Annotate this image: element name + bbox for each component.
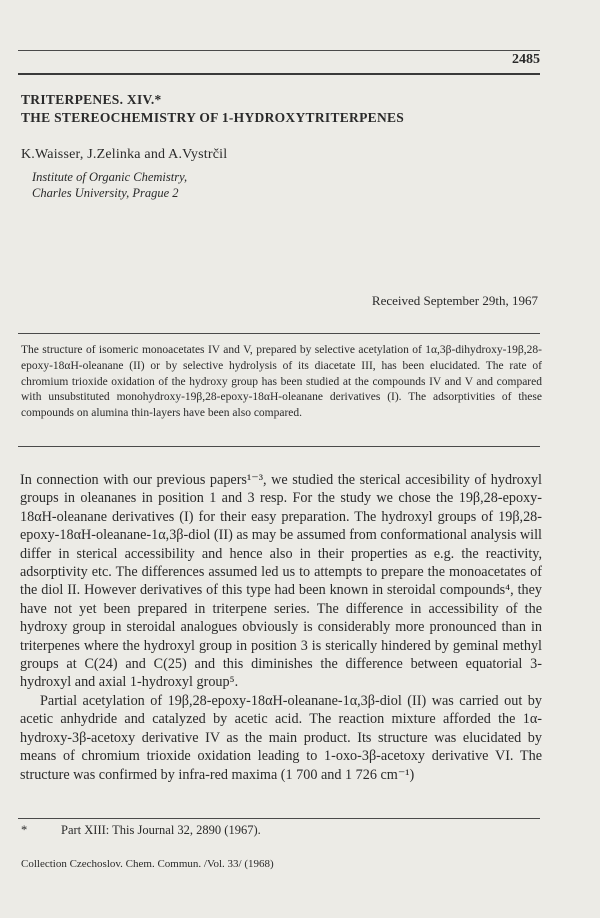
affiliation-line-1: Institute of Organic Chemistry, [32, 170, 188, 184]
article-series-title: TRITERPENES. XIV.* [21, 92, 162, 107]
page-number: 2485 [512, 52, 540, 67]
footnote-marker: * [21, 823, 28, 837]
affiliation-line-2: Charles University, Prague 2 [32, 186, 179, 200]
article-authors: K.Waisser, J.Zelinka and A.Vystrčil [21, 147, 228, 162]
footnote-text: Part XIII: This Journal 32, 2890 (1967). [61, 823, 261, 837]
header-rule-bottom [18, 73, 540, 75]
body-paragraph-1: In connection with our previous papers¹⁻³, we studied the sterical accesibility of hydroxyl groups in oleananes in position 1 and 3 resp. For the study we chose the 19β,28-epoxy-18αH-oleanane derivatives (I) for their easy preparation. The hydroxyl groups of 19β,28-epoxy-18αH-oleanane-1α,3β-diol (II) as may be assumed from conformational analysis will differ in sterical accessibility and hence also in their properties as e.g. the reactivity, adsorptivity etc. The differences assumed led us to attempts to prepare the monoacetates of the diol II. However derivatives of this type had been known in steroidal compounds⁴, they have not yet been prepared in triterpene series. The difference in accessibility of the hydroxy group in steroidal analogues obviously is considerably more pronounced than in triterpenes where the hydroxyl group in position 3 is sterically hindered by geminal methyl groups at C(24) and C(25) and this diminishes the difference between equatorial 3-hydroxyl and axial 1-hydroxyl group⁵. [20, 472, 542, 691]
header-rule-top [18, 50, 540, 51]
article-body [20, 471, 542, 784]
abstract-rule-bottom [18, 446, 540, 447]
abstract: The structure of isomeric monoacetates IV and V, prepared by selective acetylation of 1α,3β-dihydroxy-19β,28-epoxy-18αH-oleanane (II) or by selective hydrolysis of its diacetate III, has been elucidated. The rate of chromium trioxide oxidation of the hydroxy group has been studied at the compounds IV and V and compared with unsubstituted monohydroxy-19β,28-epoxy-18αH-oleanane derivatives (I). The adsorptivities of these compounds on alumina thin-layers have been also compared. [21, 344, 542, 420]
footnote [21, 823, 261, 838]
journal-citation: Collection Czechoslov. Chem. Commun. /Vol. 33/ (1968) [21, 858, 274, 870]
footnote-rule [18, 818, 540, 819]
body-paragraph-2: Partial acetylation of 19β,28-epoxy-18αH-oleanane-1α,3β-diol (II) was carried out by acetic anhydride and catalyzed by acetic acid. The reaction mixture afforded the 1α-hydroxy-3β-acetoxy derivative IV as the main product. Its structure was elucidated by means of chromium trioxide oxidation leading to 1-oxo-3β-acetoxy derivative VI. The structure was confirmed by infra-red maxima (1 700 and 1 726 cm⁻¹) [20, 692, 542, 783]
received-date: Received September 29th, 1967 [371, 293, 538, 308]
abstract-rule-top [18, 333, 540, 334]
article-title: THE STEREOCHEMISTRY OF 1-HYDROXYTRITERPENES [21, 110, 405, 125]
